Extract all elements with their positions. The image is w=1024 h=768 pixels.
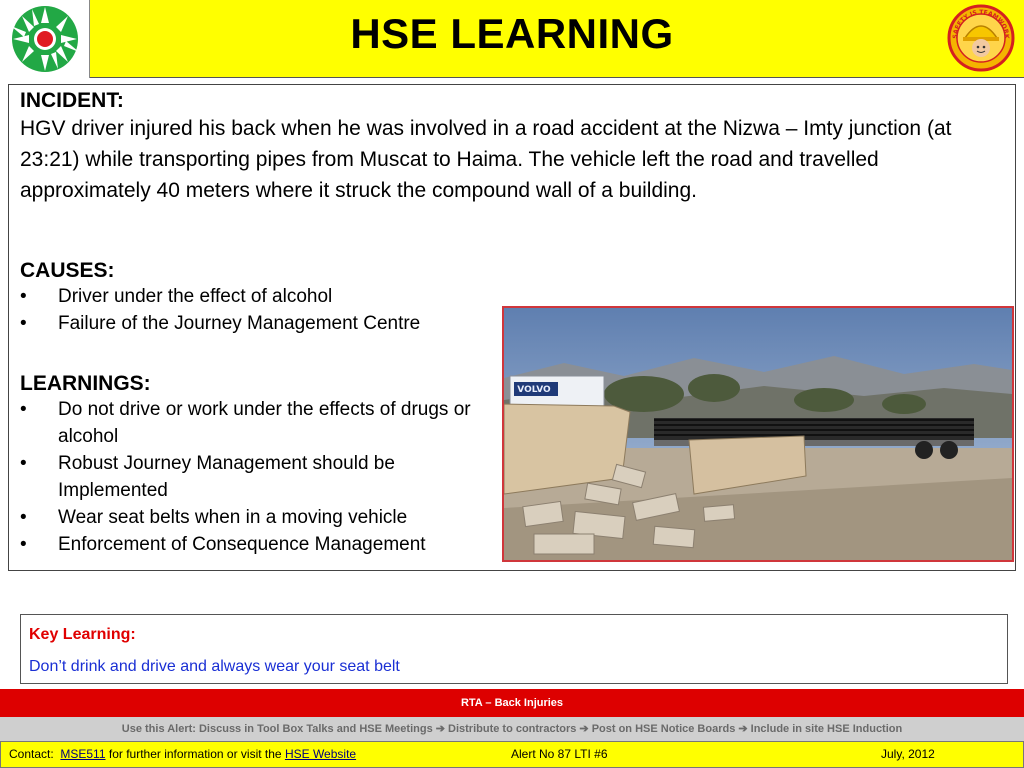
contact-line <box>9 742 356 767</box>
page-title: HSE LEARNING <box>350 10 674 57</box>
list-item: • Robust Journey Management should be Implemented <box>20 453 395 501</box>
learning-text: Do not drive or work under the effects of drugs or alcohol <box>58 399 471 447</box>
contact-mid-text: for further information or visit the <box>108 747 282 761</box>
list-item: • Failure of the Journey Management Centre <box>20 313 421 334</box>
learnings-list <box>20 396 505 558</box>
usage-instructions-bar: Use this Alert: Discuss in Tool Box Talks and HSE Meetings ➔ Distribute to contractors ➔ Post on HSE Notice Boards ➔ Include in site HSE Induction <box>0 717 1024 741</box>
learning-text: Robust Journey Management should be Implemented <box>58 453 395 501</box>
accident-photo <box>502 306 1014 562</box>
contact-link[interactable]: MSE511 <box>60 747 106 761</box>
causes-heading: CAUSES: <box>20 259 115 282</box>
causes-section <box>20 259 505 337</box>
incident-heading: INCIDENT: <box>20 89 124 112</box>
contact-bar <box>0 741 1024 768</box>
alert-number: Alert No 87 LTI #6 <box>511 747 608 761</box>
company-logo <box>0 0 90 78</box>
cause-text: Failure of the Journey Management Centre <box>58 313 421 334</box>
incident-description: HGV driver injured his back when he was involved in a road accident at the Nizwa – Imty junction (at 23:21) while transporting pipes from Muscat to Haima. The vehicle left the road and travelled approximately 40 meters where it struck the compound wall of a building. <box>20 117 952 202</box>
hse-website-link[interactable]: HSE Website <box>284 747 357 761</box>
alert-topic-bar: RTA – Back Injuries <box>0 689 1024 717</box>
key-learning-box <box>20 614 1008 684</box>
safety-badge-icon <box>947 4 1015 72</box>
list-item: • Do not drive or work under the effects of drugs or alcohol <box>20 399 471 447</box>
learning-text: Enforcement of Consequence Management <box>58 534 426 555</box>
key-learning-title: Key Learning: <box>29 626 136 643</box>
contact-label: Contact: <box>9 747 54 761</box>
company-logo-icon <box>5 3 85 75</box>
safety-teamwork-badge <box>944 2 1018 74</box>
learning-text: Wear seat belts when in a moving vehicle <box>58 507 408 528</box>
accident-scene-image <box>504 308 1012 560</box>
header-bar <box>0 0 1024 78</box>
badge-text: SAFETY IS TEAMWORK <box>951 8 1011 39</box>
list-item: • Wear seat belts when in a moving vehicle <box>20 507 408 528</box>
learnings-section <box>20 372 505 558</box>
incident-section <box>20 89 1005 206</box>
list-item: • Driver under the effect of alcohol <box>20 286 333 307</box>
alert-date: July, 2012 <box>881 747 935 761</box>
learnings-heading: LEARNINGS: <box>20 372 151 395</box>
truck-logo-text: VOLVO <box>517 385 551 395</box>
causes-list <box>20 283 505 337</box>
key-learning-text: Don’t drink and drive and always wear your seat belt <box>29 658 400 675</box>
list-item: • Enforcement of Consequence Management <box>20 534 426 555</box>
cause-text: Driver under the effect of alcohol <box>58 286 333 307</box>
